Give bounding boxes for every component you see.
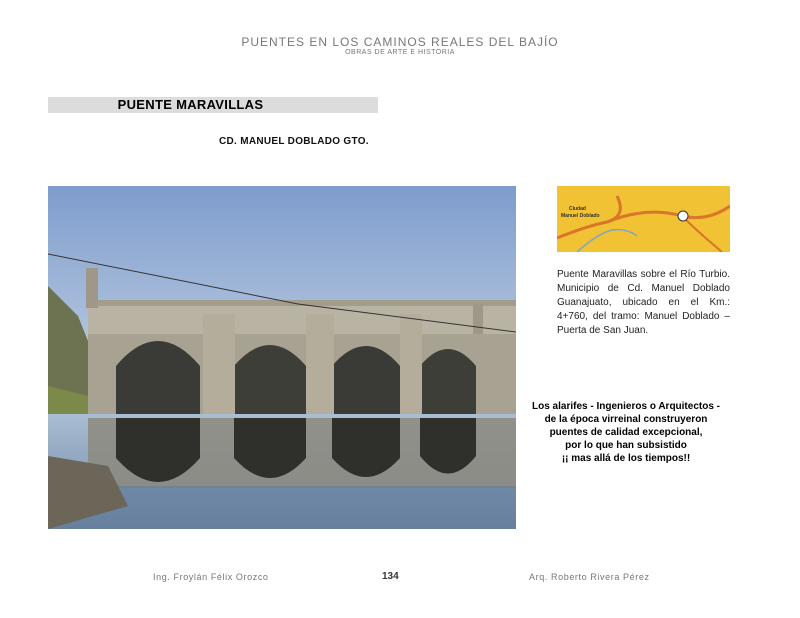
running-header-subtitle: OBRAS DE ARTE E HISTORIA — [345, 49, 455, 56]
page-title: PUENTE MARAVILLAS — [117, 97, 264, 112]
footer-author-right: Arq. Roberto Rivera Pérez — [529, 572, 650, 582]
bridge-photo — [48, 186, 516, 529]
quote-line-2: de la época virreinal construyeron — [544, 414, 708, 425]
quote-line-5: ¡¡ mas allá de los tiempos!! — [561, 453, 691, 464]
quote-line-3: puentes de calidad excepcional, — [549, 427, 703, 438]
page-number: 134 — [382, 571, 399, 582]
footer-author-left: Ing. Froylán Félix Orozco — [153, 572, 269, 582]
quote-line-4: por lo que han subsistido — [565, 440, 687, 451]
location-map — [557, 186, 730, 252]
map-label-manuel-doblado: Manuel Doblado — [561, 213, 600, 219]
quote-line-1: Los alarifes - Ingenieros o Arquitectos - — [532, 401, 720, 412]
highlight-quote — [516, 400, 736, 465]
map-label-ciudad: Ciudad — [569, 206, 586, 212]
location-subtitle: CD. MANUEL DOBLADO GTO. — [219, 136, 369, 147]
running-header-title: PUENTES EN LOS CAMINOS REALES DEL BAJÍO — [241, 35, 559, 49]
photo-caption: Puente Maravillas sobre el Río Turbio. Municipio de Cd. Manuel Doblado Guanajuato, ubicado en el Km.: 4+760, del tramo: Manuel Doblado – Puerta de San Juan. — [557, 269, 730, 336]
